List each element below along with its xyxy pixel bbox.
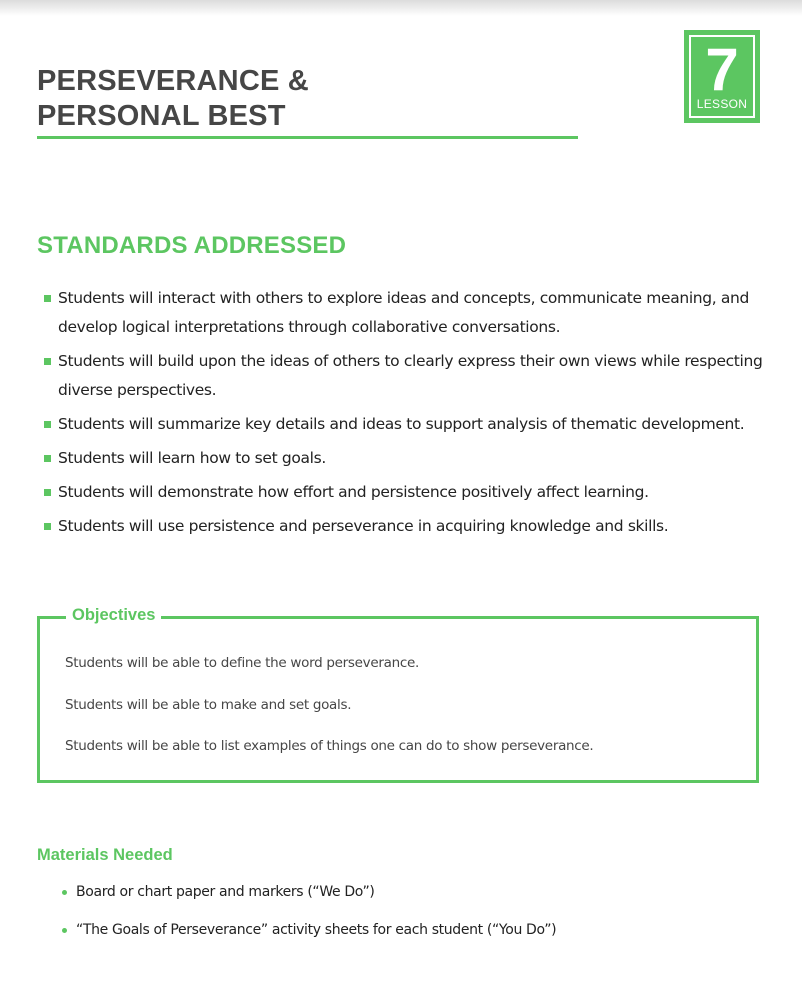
standards-item (44, 478, 764, 507)
title-underline (37, 136, 578, 139)
materials-list (62, 881, 556, 957)
standards-heading: STANDARDS ADDRESSED (37, 232, 347, 259)
lesson-number: 7 (705, 36, 739, 103)
standards-item-text: Students will summarize key details and ideas to support analysis of thematic development. (58, 415, 745, 433)
standards-item-text: Students will interact with others to explore ideas and concepts, communicate meaning, and develop logical interpretations through collaborative conversations. (58, 289, 749, 336)
standards-item-text: Students will learn how to set goals. (58, 449, 326, 467)
materials-item-text: Board or chart paper and markers (“We Do”) (76, 884, 375, 900)
lesson-badge-frame (689, 35, 755, 118)
objectives-heading: Objectives (66, 606, 161, 625)
standards-item (44, 512, 764, 541)
standards-item-text: Students will build upon the ideas of others to clearly express their own views while respecting diverse perspectives. (58, 352, 763, 399)
page-title (37, 64, 309, 134)
lesson-badge (684, 30, 760, 123)
square-bullet-icon (44, 421, 51, 428)
standards-list (44, 284, 764, 546)
materials-heading: Materials Needed (37, 846, 173, 864)
standards-item-text: Students will demonstrate how effort and persistence positively affect learning. (58, 483, 649, 501)
square-bullet-icon (44, 358, 51, 365)
objectives-box (37, 606, 759, 783)
materials-item (62, 919, 556, 941)
title-line-1: PERSEVERANCE & (37, 65, 309, 97)
page-top-shadow (0, 0, 802, 16)
round-bullet-icon (62, 890, 67, 895)
standards-item (44, 347, 764, 405)
square-bullet-icon (44, 489, 51, 496)
square-bullet-icon (44, 455, 51, 462)
objective-item: Students will be able to define the word perseverance. (65, 655, 419, 671)
objectives-list (65, 653, 593, 778)
materials-item (62, 881, 556, 903)
objective-item: Students will be able to list examples of things one can do to show perseverance. (65, 738, 594, 754)
square-bullet-icon (44, 295, 51, 302)
objective-item: Students will be able to make and set goals. (65, 696, 352, 713)
round-bullet-icon (62, 928, 67, 933)
title-line-2: PERSONAL BEST (37, 100, 286, 132)
standards-item (44, 444, 764, 473)
materials-item-text: “The Goals of Perseverance” activity sheets for each student (“You Do”) (76, 922, 557, 938)
standards-item (44, 410, 764, 439)
standards-item (44, 284, 764, 342)
square-bullet-icon (44, 523, 51, 530)
standards-item-text: Students will use persistence and perseverance in acquiring knowledge and skills. (58, 517, 669, 535)
lesson-label: LESSON (696, 97, 748, 111)
